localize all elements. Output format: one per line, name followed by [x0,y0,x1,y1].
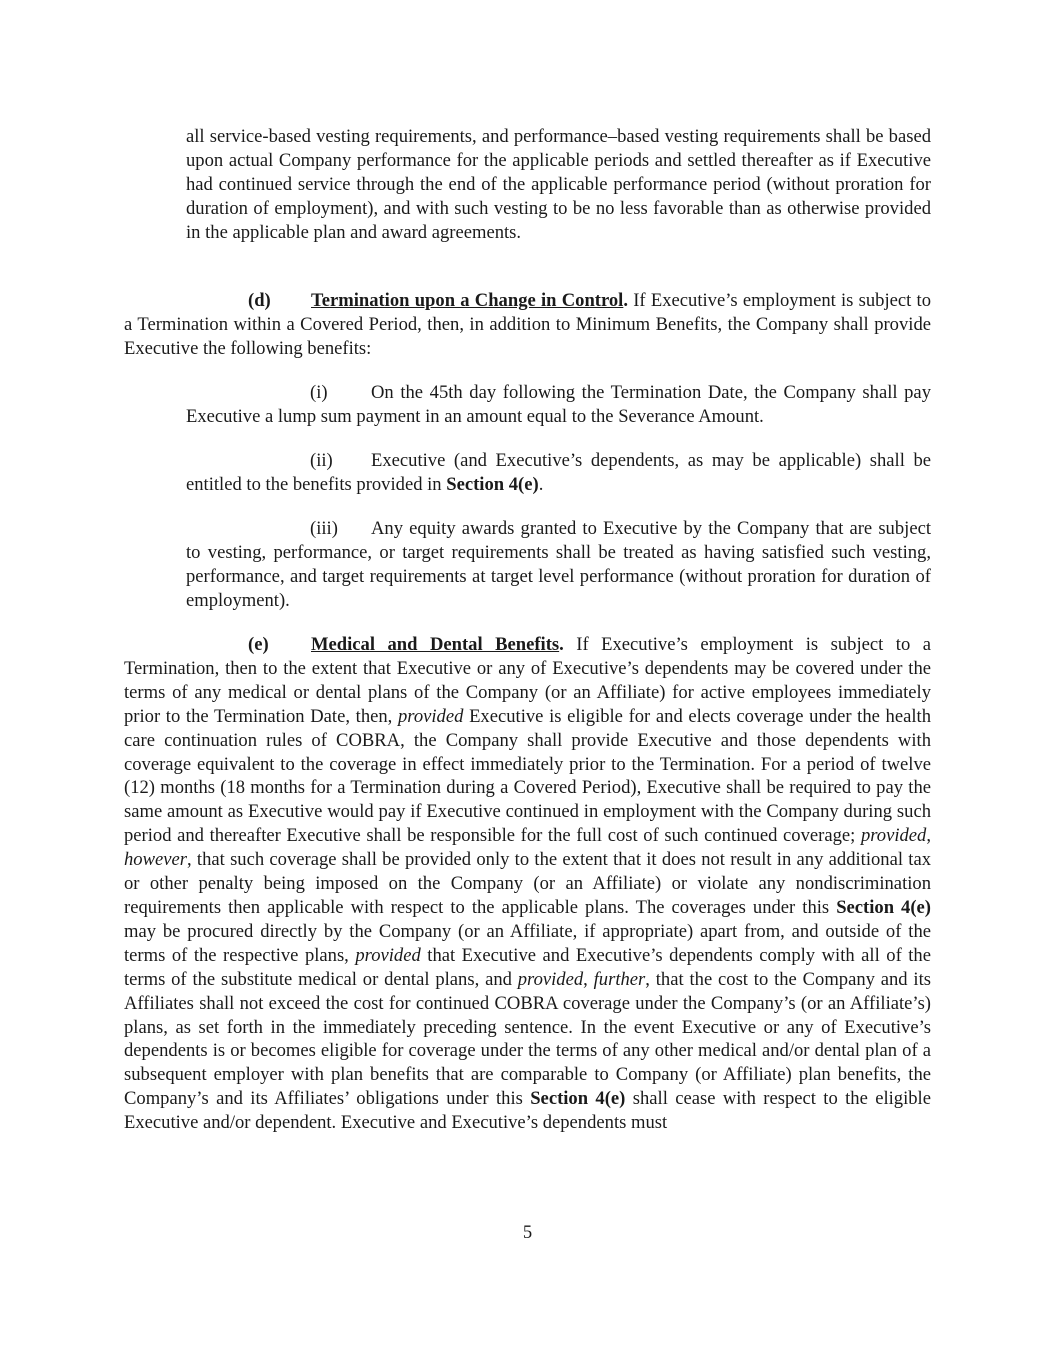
section-d-paragraph [124,289,931,361]
section-d-body: If Executive’s employment is subject to a Termination within a Covered Period, then, in addition to Minimum Benefits, the Company shall provide Executive the following benefits: [124,290,931,359]
section-e-italic-provided-1: provided [398,705,464,727]
section-e-heading: Medical and Dental Benefits [311,634,560,655]
section-e-text-6: that Executive and Executive’s dependents comply with all of the terms of the substitute medical or dental plans, and [124,944,931,990]
section-e-italic-provided-3: provided [355,944,421,966]
section-e-text-3: , [926,825,931,847]
section-e-text-1: If Executive’s employment is subject to a Termination, then to the extent that Executive or any of Executive’s dependents may be covered under the terms of any medical or dental plans of the Company (or an Affiliate) for active employees immediately prior to the Termination Date, then, [124,634,931,727]
section-e-italic-provided-2: provided [860,825,927,847]
section-d-item-i [186,381,931,429]
section-e-paragraph [124,633,931,1135]
section-e-text-8: , that the cost to the Company and its Affiliates shall not exceed the cost for continued COBRA coverage under the Company’s (or an Affiliate’s) plans, as set forth in the immediately preceding sentence. In the event Executive or any of Executive’s dependents is or becomes eligible for coverage under the terms of any other medical and/or dental plan of a subsequent employer with plan benefits that are comparable to Company (or Affiliate) plan benefits, the Company’s and its Affiliates’ obligations under this [124,968,931,1110]
section-e-ref-2: Section 4(e) [530,1088,626,1110]
item-iii-text: Any equity awards granted to Executive by the Company that are subject to vesting, performance, or target requirements shall be treated as having satisfied such vesting, performance, and target requirements at target level performance (without proration for duration of employment). [186,518,931,611]
item-ii-text-end: . [538,473,544,495]
section-d-item-ii [186,449,931,497]
section-e-text-2: Executive is eligible for and elects coverage under the health care continuation rules of COBRA, the Company shall provide Executive and those dependents with coverage equivalent to the coverage in effect immediately prior to the Termination. For a period of twelve (12) months (18 months for a Termination during a Covered Period), Executive shall be required to pay the same amount as Executive would pay if Executive continued in employment with the Company during such period and thereafter Executive shall be responsible for the full cost of such continued coverage; [124,705,931,847]
section-e-heading-period: . [559,634,564,655]
item-ii-label: (ii) [310,450,333,471]
item-ii-section-ref: Section 4(e) [446,473,539,495]
section-d-item-iii [186,517,931,613]
section-e-text-7: , [583,968,594,990]
section-e-text-5: may be procured directly by the Company (or an Affiliate, if appropriate) apart from, and outside of the terms of the respective plans, [124,920,931,966]
section-e-text-9: shall cease with respect to the eligible Executive and/or dependent. Executive and Executive’s dependents must [124,1088,931,1134]
section-e-label: (e) [248,634,269,655]
item-i-label: (i) [310,382,328,403]
section-e-italic-however: however [124,849,187,871]
continuation-text: all service-based vesting requirements, and performance–based vesting requirements shall be based upon actual Company performance for the applicable periods and settled thereafter as if Executive had continued service through the end of the applicable performance period (without proration for duration of employment), and with such vesting to be no less favorable than as otherwise provided in the applicable plan and award agreements. [186,126,931,243]
item-iii-label: (iii) [310,518,338,539]
section-d-heading: Termination upon a Change in Control [311,290,624,311]
page-number: 5 [522,1222,533,1243]
section-e-italic-further: further [593,968,646,990]
section-e-italic-provided-4: provided [517,968,584,990]
section-d-heading-period: . [623,290,629,311]
section-e-ref-1: Section 4(e) [836,896,931,918]
item-ii-text: Executive (and Executive’s dependents, as may be applicable) shall be entitled to the benefits provided in [186,450,931,495]
section-d-label: (d) [248,290,271,311]
section-e-text-4: , that such coverage shall be provided only to the extent that it does not result in any additional tax or other penalty being imposed on the Company (or an Affiliate) or violate any nondiscrimination requirements then applicable with respect to the applicable plans. The coverages under this [124,849,931,918]
item-i-text: On the 45th day following the Termination Date, the Company shall pay Executive a lump sum payment in an amount equal to the Severance Amount. [186,382,931,427]
continuation-paragraph [186,125,931,245]
